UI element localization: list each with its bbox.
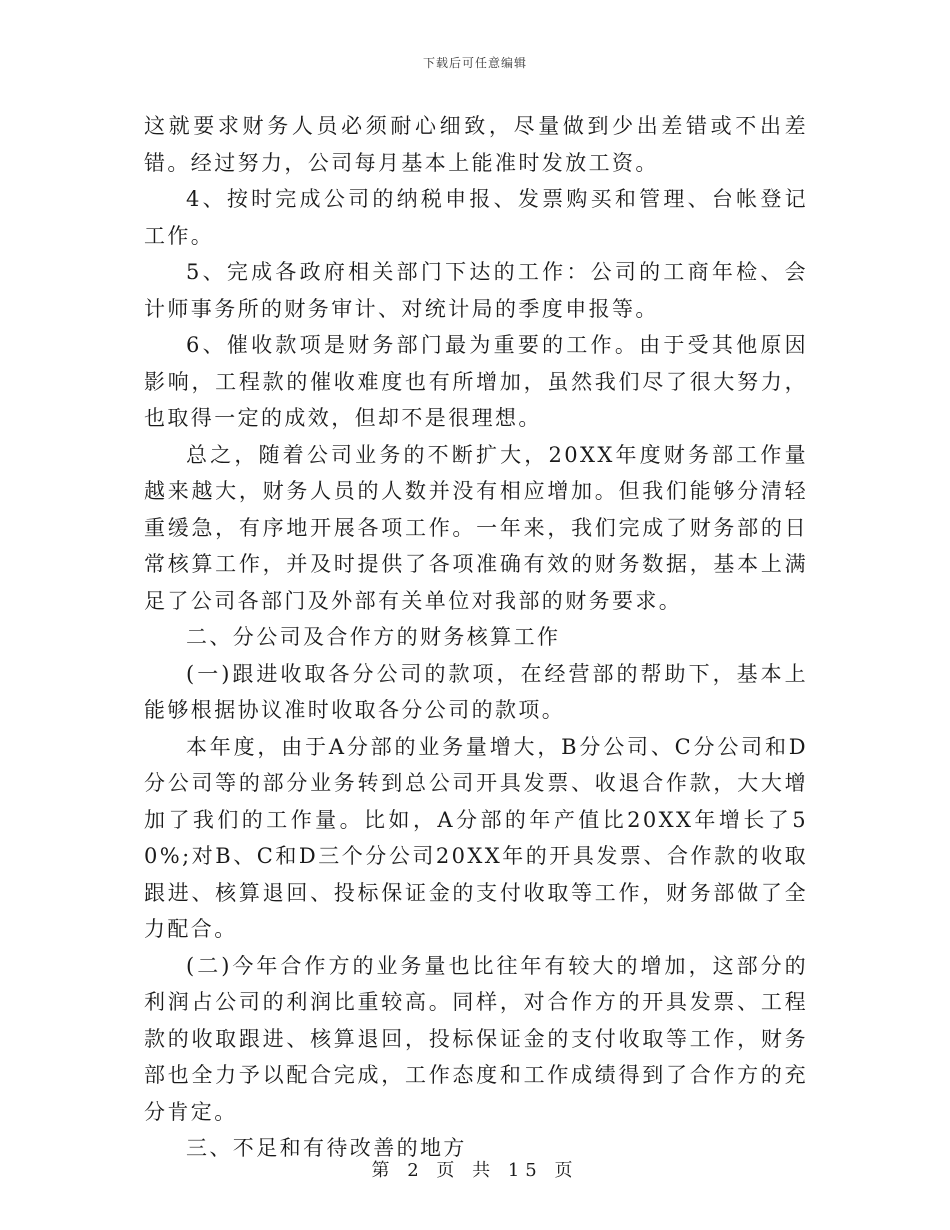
paragraph-continuation: 这就要求财务人员必须耐心细致，尽量做到少出差错或不出差错。经过努力，公司每月基本上能准时发放工资。 (144, 114, 808, 175)
section-heading-3: 三、不足和有待改善的地方 (186, 1136, 467, 1160)
paragraph-item-6: 6、催收款项是财务部门最为重要的工作。由于受其他原因影响，工程款的催收难度也有所增加，虽然我们尽了很大努力，也取得一定的成效，但却不是很理想。 (144, 333, 808, 430)
page-number-footer: 第 2 页 共 15 页 (371, 1160, 579, 1181)
page-header-note: 下载后可任意编辑 (422, 56, 527, 70)
document-body (144, 108, 808, 1167)
paragraph-item-5: 5、完成各政府相关部门下达的工作：公司的工商年检、会计师事务所的财务审计、对统计局的季度申报等。 (144, 260, 808, 321)
paragraph-annual-detail: 本年度，由于A分部的业务量增大，B分公司、C分公司和D分公司等的部分业务转到总公司开具发票、收退合作款，大大增加了我们的工作量。比如，A分部的年产值比20XX年增长了50%;对B、C和D三个分公司20XX年的开具发票、合作款的收取跟进、核算退回、投标保证金的支付收取等工作，财务部做了全力配合。 (144, 734, 808, 941)
section-heading-2: 二、分公司及合作方的财务核算工作 (186, 625, 561, 649)
paragraph-item-4: 4、按时完成公司的纳税申报、发票购买和管理、台帐登记工作。 (144, 187, 808, 248)
paragraph-subsection-1: (一)跟进收取各分公司的款项，在经营部的帮助下，基本上能够根据协议准时收取各分公司的款项。 (144, 661, 808, 722)
paragraph-summary: 总之，随着公司业务的不断扩大，20XX年度财务部工作量越来越大，财务人员的人数并没有相应增加。但我们能够分清轻重缓急，有序地开展各项工作。一年来，我们完成了财务部的日常核算工作，并及时提供了各项准确有效的财务数据，基本上满足了公司各部门及外部有关单位对我部的财务要求。 (144, 442, 808, 613)
paragraph-subsection-2: (二)今年合作方的业务量也比往年有较大的增加，这部分的利润占公司的利润比重较高。同样，对合作方的开具发票、工程款的收取跟进、核算退回，投标保证金的支付收取等工作，财务部也全力予以配合完成，工作态度和工作成绩得到了合作方的充分肯定。 (144, 953, 808, 1124)
